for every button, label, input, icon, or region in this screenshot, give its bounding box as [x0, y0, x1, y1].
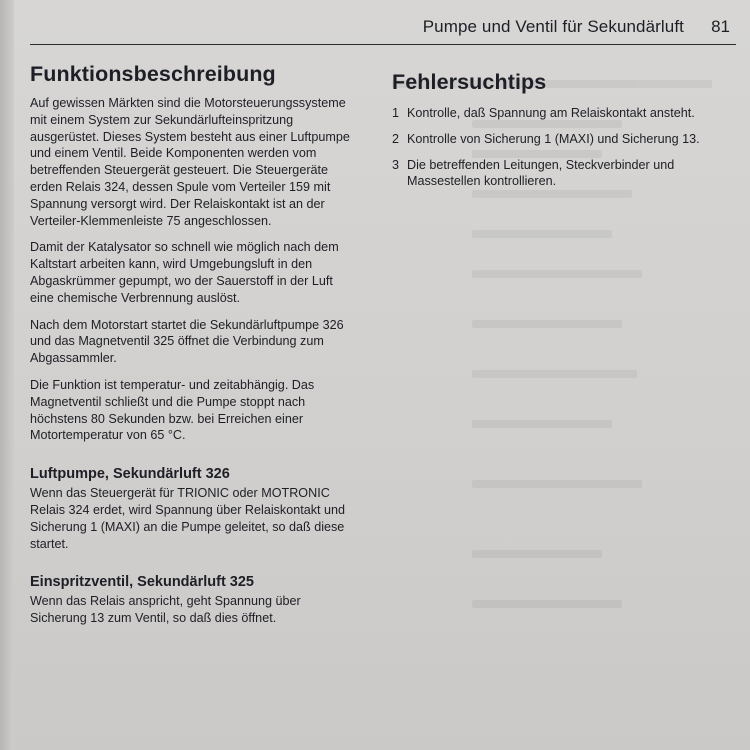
- paragraph-catalyst: Damit der Katalysator so schnell wie möglich nach dem Kaltstart arbeiten kann, wird Umgebungsluft in den Abgaskrümmer gepumpt, wo der Sauerstoff in der Luft eine chemische Verbrennung auslöst.: [30, 240, 339, 305]
- air-pump-heading: Luftpumpe, Sekundärluft 326: [30, 466, 230, 483]
- list-item-text: Kontrolle von Sicherung 1 (MAXI) und Sicherung 13.: [407, 131, 700, 146]
- paragraph-engine-start: Nach dem Motorstart startet die Sekundärluftpumpe 326 und das Magnetventil 325 öffnet die Verbindung zum Abgassammler.: [30, 317, 344, 366]
- air-pump-text: Wenn das Steuergerät für TRIONIC oder MOTRONIC Relais 324 erdet, wird Spannung über Relaiskontakt und Sicherung 1 (MAXI) an die Pumpe geleitet, so daß diese startet.: [30, 486, 346, 551]
- page-number: 81: [711, 17, 730, 36]
- list-item-number: 3: [392, 157, 400, 172]
- list-item-text: Kontrolle, daß Spannung am Relaiskontakt ansteht.: [407, 106, 695, 120]
- injection-valve-heading: Einspritzventil, Sekundärluft 325: [30, 574, 254, 591]
- function-description-heading: Funktionsbeschreibung: [30, 62, 276, 86]
- list-item: [392, 105, 712, 122]
- paragraph-function: Die Funktion ist temperatur- und zeitabhängig. Das Magnetventil schließt und die Pumpe stoppt nach höchstens 80 Sekunden bzw. bei Erreichen einer Motortemperatur von 65 °C.: [30, 377, 315, 443]
- page-header: [30, 0, 736, 45]
- list-item-number: 2: [392, 131, 400, 146]
- right-column: [392, 70, 712, 199]
- page-binding-shadow: [0, 0, 14, 750]
- paragraph-intro: Auf gewissen Märkten sind die Motorsteuerungssysteme mit einem System zur Sekundärlufteinspritzung ausgerüstet. Dieses System besteht aus einer Luftpumpe und einem Ventil. Beide Komponenten werden vom betreffenden Steuergerät gesteuert. Die Steuergeräte erden Relais 324, dessen Spule vom Verteiler 159 mit Spannung versorgt wird. Der Relaiskontakt ist an der Verteiler-Klemmenleiste 75 angeschlossen.: [30, 96, 350, 228]
- troubleshooting-heading: Fehlersuchtips: [392, 70, 547, 94]
- left-column: [30, 62, 352, 637]
- troubleshooting-list: [392, 105, 712, 190]
- injection-valve-text: Wenn das Relais anspricht, geht Spannung über Sicherung 13 zum Ventil, so daß dies öffnet.: [30, 594, 301, 626]
- list-item-text: Die betreffenden Leitungen, Steckverbinder und Massestellen kontrollieren.: [407, 157, 675, 189]
- header-title: Pumpe und Ventil für Sekundärluft: [422, 17, 684, 36]
- list-item: [392, 131, 712, 148]
- list-item: [392, 157, 712, 191]
- list-item-number: 1: [392, 106, 400, 120]
